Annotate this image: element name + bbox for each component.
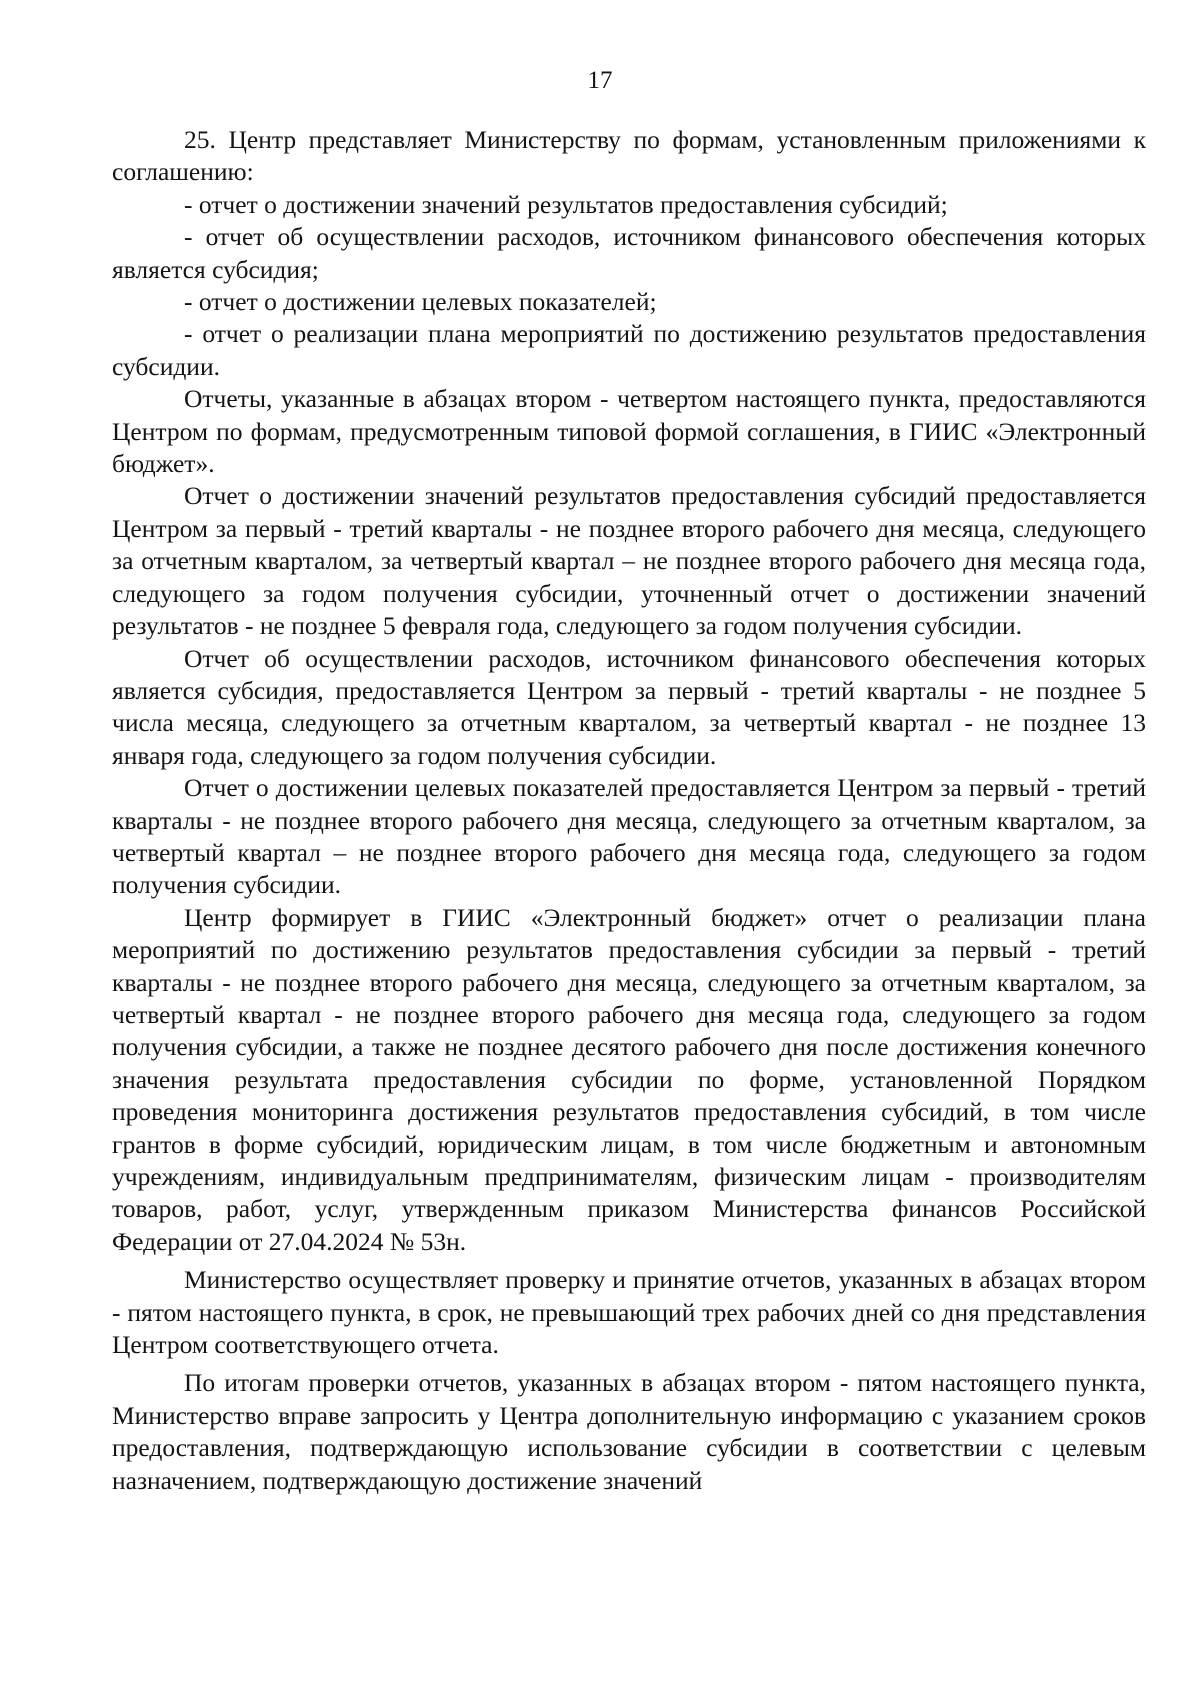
paragraph-item-25-intro: 25. Центр представляет Министерству по формам, установленным приложениями к соглашению: [112,125,1146,187]
document-body [112,124,1146,1497]
paragraph-report-targets-list-item: - отчет о достижении целевых показателей; [184,287,657,317]
paragraph-report-expenses-list-item: - отчет об осуществлении расходов, источником финансового обеспечения которых является субсидия; [112,222,1146,284]
paragraph-results-report-deadlines: Отчет о достижении значений результатов предоставления субсидий предоставляется Центром за первый - третий кварталы - не позднее второго рабочего дня месяца, следующего за отчетным кварталом, за четвертый квартал – не позднее второго рабочего дня месяца года, следующего за годом получения субсидии, уточненный отчет о достижении значений результатов - не позднее 5 февраля года, следующего за годом получения субсидии. [112,481,1146,641]
paragraph-report-results-list-item: - отчет о достижении значений результатов предоставления субсидий; [184,189,948,219]
paragraph-expenses-report-deadlines: Отчет об осуществлении расходов, источником финансового обеспечения которых является субсидия, предоставляется Центром за первый - третий кварталы - не позднее 5 числа месяца, следующего за отчетным кварталом, за четвертый квартал - не позднее 13 января года, следующего за годом получения субсидии. [112,643,1146,770]
paragraph-additional-info-request: По итогам проверки отчетов, указанных в абзацах втором - пятом настоящего пункта, Министерство вправе запросить у Центра дополнительную информацию с указанием сроков предоставления, подтверждающую использование субсидии в соответствии с целевым назначением, подтверждающую достижение значений [112,1368,1146,1495]
paragraph-report-plan-list-item: - отчет о реализации плана мероприятий по достижению результатов предоставления субсидии. [112,319,1146,381]
paragraph-ministry-review: Министерство осуществляет проверку и принятие отчетов, указанных в абзацах втором - пятом настоящего пункта, в срок, не превышающий трех рабочих дней со дня представления Центром соответствующего отчета. [112,1265,1146,1360]
paragraph-plan-report-deadlines: Центр формирует в ГИИС «Электронный бюджет» отчет о реализации плана мероприятий по достижению результатов предоставления субсидии за первый - третий кварталы - не позднее второго рабочего дня месяца, следующего за отчетным кварталом, за четвертый квартал - не позднее второго рабочего дня месяца года, следующего за годом получения субсидии, а также не позднее десятого рабочего дня после достижения конечного значения результата предоставления субсидии по форме, установленной Порядком проведения мониторинга достижения результатов предоставления субсидий, в том числе грантов в форме субсидий, юридическим лицам, в том числе бюджетным и автономным учреждениям, индивидуальным предпринимателям, физическим лицам - производителям товаров, работ, услуг, утвержденным приказом Министерства финансов Российской Федерации от 27.04.2024 № 53н. [112,902,1146,1256]
paragraph-reports-forms: Отчеты, указанные в абзацах втором - четвертом настоящего пункта, предоставляются Центром по формам, предусмотренным типовой формой соглашения, в ГИИС «Электронный бюджет». [112,384,1146,479]
paragraph-targets-report-deadlines: Отчет о достижении целевых показателей предоставляется Центром за первый - третий кварталы - не позднее второго рабочего дня месяца, следующего за отчетным кварталом, за четвертый квартал – не позднее второго рабочего дня месяца года, следующего за годом получения субсидии. [112,773,1146,900]
page-number: 17 [587,67,613,94]
